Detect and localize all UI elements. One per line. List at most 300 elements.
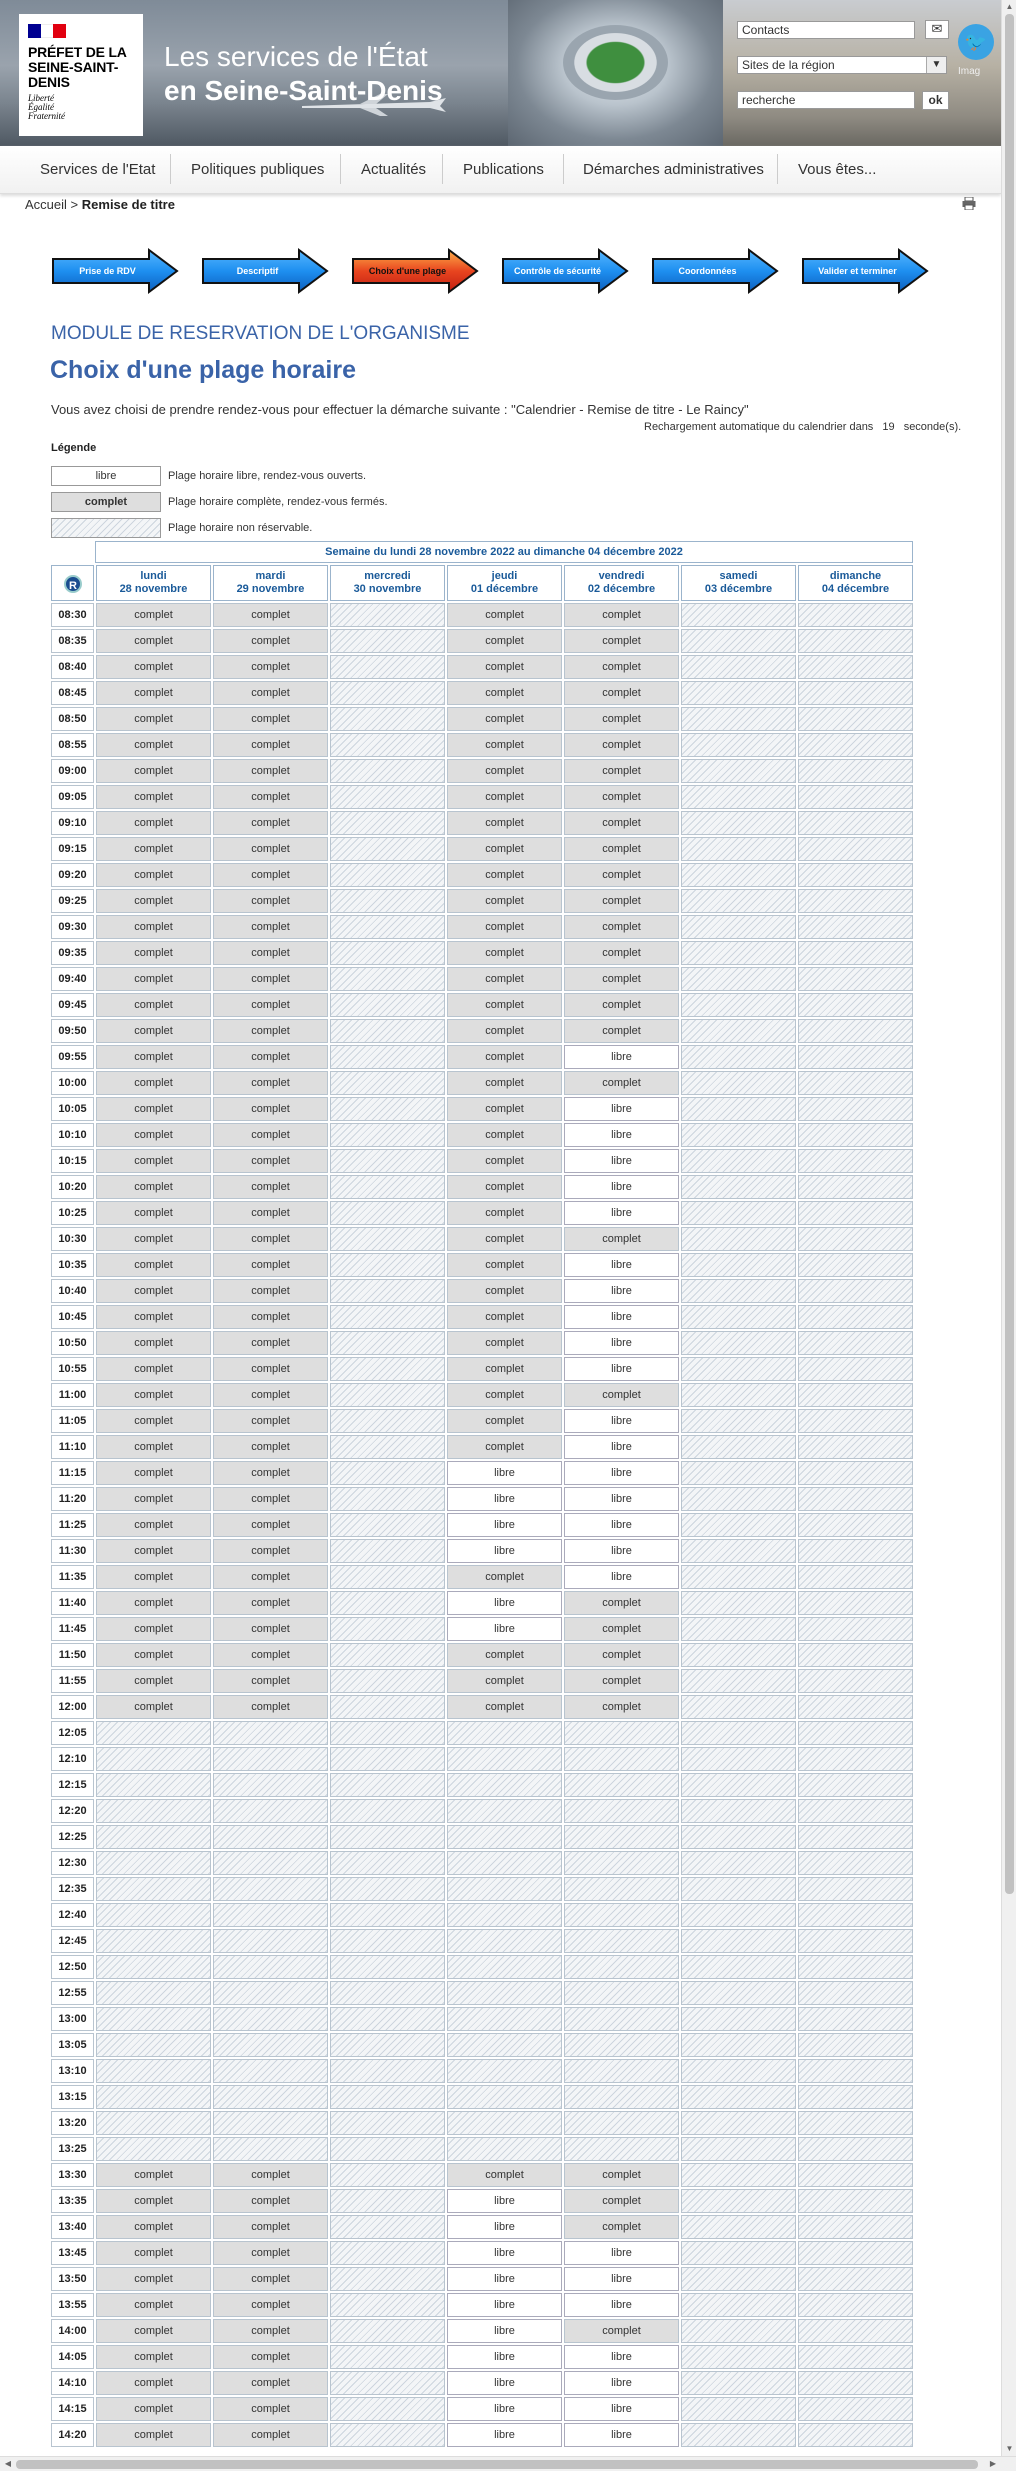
- time-label: 12:40: [51, 1903, 94, 1927]
- slot-non-reservable: [798, 603, 913, 627]
- slot-complet: complet: [96, 837, 211, 861]
- slot-libre[interactable]: libre: [564, 1279, 679, 1303]
- time-label: 12:05: [51, 1721, 94, 1745]
- scroll-down-icon[interactable]: ▼: [1005, 2444, 1014, 2453]
- time-slot-row: [51, 2007, 913, 2031]
- slot-non-reservable: [564, 2033, 679, 2057]
- mail-icon[interactable]: ✉: [925, 20, 949, 39]
- slot-complet: complet: [96, 1461, 211, 1485]
- time-label: 12:45: [51, 1929, 94, 1953]
- vertical-scrollbar[interactable]: [1001, 0, 1016, 2456]
- slot-complet: complet: [564, 889, 679, 913]
- slot-non-reservable: [798, 2137, 913, 2161]
- slot-non-reservable: [564, 1799, 679, 1823]
- slot-complet: complet: [213, 2241, 328, 2265]
- time-label: 10:25: [51, 1201, 94, 1225]
- slot-libre[interactable]: libre: [564, 1539, 679, 1563]
- reload-text-before: Rechargement automatique du calendrier dans: [644, 421, 874, 433]
- slot-non-reservable: [681, 1019, 796, 1043]
- slot-non-reservable: [213, 1929, 328, 1953]
- slot-libre[interactable]: libre: [447, 2319, 562, 2343]
- time-slot-row: [51, 1227, 913, 1251]
- slot-non-reservable: [96, 1929, 211, 1953]
- slot-libre[interactable]: libre: [564, 1461, 679, 1485]
- slot-non-reservable: [330, 1903, 445, 1927]
- slot-libre[interactable]: libre: [564, 1045, 679, 1069]
- print-icon[interactable]: [962, 197, 976, 210]
- day-name: mardi: [255, 570, 286, 582]
- time-slot-row: [51, 2137, 913, 2161]
- slot-complet: complet: [447, 2163, 562, 2187]
- slot-complet: complet: [564, 2163, 679, 2187]
- time-slot-row: [51, 2423, 913, 2447]
- slot-non-reservable: [330, 2267, 445, 2291]
- slot-non-reservable: [447, 1721, 562, 1745]
- nav-item-demarches[interactable]: Démarches administratives: [583, 161, 764, 178]
- slot-non-reservable: [447, 1747, 562, 1771]
- slot-non-reservable: [213, 2007, 328, 2031]
- time-slot-row: [51, 1097, 913, 1121]
- slot-non-reservable: [330, 1981, 445, 2005]
- step-label: Contrôle de sécurité: [513, 266, 602, 276]
- day-header: [798, 565, 913, 601]
- time-slot-row: [51, 603, 913, 627]
- time-slot-row: [51, 2215, 913, 2239]
- slot-non-reservable: [96, 2137, 211, 2161]
- time-label: 11:50: [51, 1643, 94, 1667]
- slot-non-reservable: [447, 2033, 562, 2057]
- step-coordonnees[interactable]: [651, 248, 779, 322]
- slot-complet: complet: [213, 629, 328, 653]
- slot-complet: complet: [96, 655, 211, 679]
- time-label: 11:25: [51, 1513, 94, 1537]
- time-label: 11:45: [51, 1617, 94, 1641]
- time-label: 12:20: [51, 1799, 94, 1823]
- time-slot-row: [51, 655, 913, 679]
- slot-non-reservable: [798, 1747, 913, 1771]
- slot-non-reservable: [798, 759, 913, 783]
- search-input[interactable]: recherche: [737, 91, 915, 109]
- slot-non-reservable: [681, 2111, 796, 2135]
- slot-complet: complet: [447, 759, 562, 783]
- slot-non-reservable: [330, 681, 445, 705]
- slot-complet: complet: [213, 915, 328, 939]
- slot-complet: complet: [213, 1175, 328, 1199]
- day-name: samedi: [719, 570, 758, 582]
- slot-non-reservable: [96, 2059, 211, 2083]
- devise-egalite: Égalité: [28, 102, 54, 112]
- slot-complet: complet: [447, 1357, 562, 1381]
- time-slot-row: [51, 967, 913, 991]
- day-header: [96, 565, 211, 601]
- slot-libre[interactable]: libre: [564, 1331, 679, 1355]
- slot-complet: complet: [96, 2371, 211, 2395]
- slot-non-reservable: [798, 681, 913, 705]
- slot-libre[interactable]: libre: [564, 2345, 679, 2369]
- slot-non-reservable: [330, 2163, 445, 2187]
- slot-non-reservable: [330, 1487, 445, 1511]
- time-slot-row: [51, 2397, 913, 2421]
- site-title-line2: en Seine-Saint-Denis: [164, 75, 443, 106]
- slot-non-reservable: [681, 2241, 796, 2265]
- slot-non-reservable: [798, 1591, 913, 1615]
- slot-non-reservable: [681, 941, 796, 965]
- slot-libre[interactable]: libre: [447, 1513, 562, 1537]
- slot-libre[interactable]: libre: [447, 2267, 562, 2291]
- slot-non-reservable: [330, 1097, 445, 1121]
- horizontal-scrollbar[interactable]: [0, 2456, 1016, 2471]
- slot-libre[interactable]: libre: [564, 2267, 679, 2291]
- time-slot-row: [51, 1409, 913, 1433]
- slot-complet: complet: [96, 1591, 211, 1615]
- slot-non-reservable: [330, 1695, 445, 1719]
- nav-separator: [170, 154, 171, 184]
- scroll-left-icon[interactable]: ◀: [4, 2459, 12, 2468]
- slot-non-reservable: [681, 2189, 796, 2213]
- time-label: 12:30: [51, 1851, 94, 1875]
- step-valider[interactable]: [801, 248, 929, 294]
- legend-box-libre: libre: [51, 466, 161, 486]
- nav-item-politiques[interactable]: Politiques publiques: [191, 161, 325, 178]
- slot-complet: complet: [96, 2241, 211, 2265]
- refresh-icon[interactable]: R: [64, 575, 82, 593]
- regional-sites-select[interactable]: [737, 56, 947, 74]
- slot-libre[interactable]: libre: [564, 1487, 679, 1511]
- slot-non-reservable: [681, 1461, 796, 1485]
- time-slot-row: [51, 681, 913, 705]
- slot-non-reservable: [681, 1903, 796, 1927]
- site-title[interactable]: [164, 40, 443, 108]
- slot-non-reservable: [447, 1955, 562, 1979]
- slot-non-reservable: [447, 2137, 562, 2161]
- slot-non-reservable: [330, 785, 445, 809]
- slot-non-reservable: [798, 1721, 913, 1745]
- time-slot-row: [51, 1357, 913, 1381]
- slot-libre[interactable]: libre: [564, 1357, 679, 1381]
- slot-non-reservable: [681, 1123, 796, 1147]
- slot-non-reservable: [681, 1747, 796, 1771]
- slot-non-reservable: [564, 1747, 679, 1771]
- slot-non-reservable: [330, 2007, 445, 2031]
- slot-libre[interactable]: libre: [564, 1097, 679, 1121]
- contacts-select[interactable]: Contacts: [737, 21, 915, 39]
- slot-non-reservable: [681, 993, 796, 1017]
- time-slot-row: [51, 1149, 913, 1173]
- slot-non-reservable: [681, 1955, 796, 1979]
- step-descriptif[interactable]: [201, 248, 329, 294]
- slot-libre[interactable]: libre: [447, 1461, 562, 1485]
- chevron-down-icon[interactable]: ▼: [926, 57, 946, 73]
- step-choix-plage[interactable]: [351, 248, 479, 294]
- time-label: 13:05: [51, 2033, 94, 2057]
- slot-complet: complet: [447, 1331, 562, 1355]
- slot-libre[interactable]: libre: [447, 1591, 562, 1615]
- slot-complet: complet: [213, 2215, 328, 2239]
- slot-libre[interactable]: libre: [447, 1487, 562, 1511]
- nav-item-publications[interactable]: Publications: [463, 161, 544, 178]
- logo-devise: [28, 94, 134, 121]
- step-prise-de-rdv[interactable]: [51, 248, 179, 294]
- slot-non-reservable: [798, 1019, 913, 1043]
- time-label: 11:55: [51, 1669, 94, 1693]
- slot-complet: complet: [96, 603, 211, 627]
- time-slot-row: [51, 707, 913, 731]
- french-flag-icon: [28, 24, 66, 38]
- slot-libre[interactable]: libre: [564, 1435, 679, 1459]
- slot-non-reservable: [681, 2397, 796, 2421]
- time-label: 09:40: [51, 967, 94, 991]
- slot-libre[interactable]: libre: [564, 1305, 679, 1329]
- time-slot-row: [51, 1461, 913, 1485]
- slot-non-reservable: [798, 1409, 913, 1433]
- search-ok-button[interactable]: ok: [922, 91, 949, 110]
- slot-libre[interactable]: libre: [447, 2293, 562, 2317]
- slot-complet: complet: [96, 941, 211, 965]
- twitter-icon[interactable]: 🐦: [958, 24, 994, 60]
- slot-complet: complet: [213, 733, 328, 757]
- slot-non-reservable: [564, 1721, 679, 1745]
- time-slot-row: [51, 993, 913, 1017]
- legend-box-complet: complet: [51, 492, 161, 512]
- step-controle-securite[interactable]: [501, 248, 629, 294]
- slot-non-reservable: [798, 2397, 913, 2421]
- time-slot-row: [51, 1643, 913, 1667]
- slot-non-reservable: [798, 1435, 913, 1459]
- slot-non-reservable: [681, 1799, 796, 1823]
- slot-complet: complet: [213, 811, 328, 835]
- time-slot-row: [51, 1747, 913, 1771]
- time-label: 11:35: [51, 1565, 94, 1589]
- slot-non-reservable: [96, 1773, 211, 1797]
- time-slot-row: [51, 1201, 913, 1225]
- slot-non-reservable: [213, 1981, 328, 2005]
- slot-non-reservable: [681, 1539, 796, 1563]
- breadcrumb: [25, 197, 175, 212]
- slot-complet: complet: [447, 1435, 562, 1459]
- slot-non-reservable: [330, 1149, 445, 1173]
- slot-non-reservable: [798, 2371, 913, 2395]
- slot-non-reservable: [213, 1721, 328, 1745]
- slot-non-reservable: [681, 603, 796, 627]
- time-label: 08:35: [51, 629, 94, 653]
- scrollbar-thumb[interactable]: [16, 2460, 978, 2469]
- slot-non-reservable: [330, 1071, 445, 1095]
- slot-non-reservable: [96, 1955, 211, 1979]
- time-label: 14:05: [51, 2345, 94, 2369]
- slot-non-reservable: [330, 2189, 445, 2213]
- slot-non-reservable: [330, 1227, 445, 1251]
- slot-libre[interactable]: libre: [564, 2293, 679, 2317]
- slot-complet: complet: [564, 733, 679, 757]
- slot-complet: complet: [96, 759, 211, 783]
- slot-non-reservable: [213, 1903, 328, 1927]
- scroll-right-icon[interactable]: ▶: [989, 2459, 997, 2468]
- slot-complet: complet: [447, 707, 562, 731]
- slot-non-reservable: [798, 2241, 913, 2265]
- day-date: 28 novembre: [119, 583, 188, 595]
- breadcrumb-home-link[interactable]: Accueil: [25, 197, 67, 212]
- slot-non-reservable: [447, 1981, 562, 2005]
- slot-complet: complet: [564, 915, 679, 939]
- slot-non-reservable: [330, 1175, 445, 1199]
- slot-complet: complet: [213, 1487, 328, 1511]
- time-label: 10:55: [51, 1357, 94, 1381]
- slot-non-reservable: [330, 1513, 445, 1537]
- module-title: MODULE DE RESERVATION DE L'ORGANISME: [51, 323, 470, 344]
- slot-non-reservable: [681, 1695, 796, 1719]
- step-label: Coordonnées personnelles: [678, 266, 737, 322]
- slot-non-reservable: [330, 733, 445, 757]
- nav-item-services[interactable]: Services de l'Etat: [40, 161, 156, 178]
- time-slot-row: [51, 629, 913, 653]
- slot-non-reservable: [681, 2007, 796, 2031]
- slot-non-reservable: [681, 2059, 796, 2083]
- slot-non-reservable: [798, 1773, 913, 1797]
- slot-non-reservable: [798, 1903, 913, 1927]
- slot-non-reservable: [798, 2319, 913, 2343]
- slot-complet: complet: [564, 1643, 679, 1667]
- slot-libre[interactable]: libre: [447, 2241, 562, 2265]
- slot-complet: complet: [96, 2345, 211, 2369]
- slot-libre[interactable]: libre: [447, 1617, 562, 1641]
- slot-non-reservable: [798, 655, 913, 679]
- slot-non-reservable: [330, 1825, 445, 1849]
- time-label: 12:55: [51, 1981, 94, 2005]
- slot-non-reservable: [798, 2345, 913, 2369]
- slot-non-reservable: [564, 1981, 679, 2005]
- slot-non-reservable: [564, 1851, 679, 1875]
- time-slot-row: [51, 1331, 913, 1355]
- slot-libre[interactable]: libre: [564, 1149, 679, 1173]
- slot-non-reservable: [330, 1643, 445, 1667]
- slot-libre[interactable]: libre: [564, 2241, 679, 2265]
- slot-non-reservable: [330, 2111, 445, 2135]
- slot-non-reservable: [681, 1981, 796, 2005]
- slot-libre[interactable]: libre: [564, 1565, 679, 1589]
- time-label: 13:45: [51, 2241, 94, 2265]
- slot-complet: complet: [564, 837, 679, 861]
- slot-non-reservable: [330, 2345, 445, 2369]
- slot-complet: complet: [564, 2189, 679, 2213]
- slot-non-reservable: [330, 2423, 445, 2447]
- day-date: 01 décembre: [470, 583, 539, 595]
- slot-non-reservable: [96, 2111, 211, 2135]
- slot-libre[interactable]: libre: [447, 2397, 562, 2421]
- slot-complet: complet: [447, 1279, 562, 1303]
- slot-complet: complet: [96, 2163, 211, 2187]
- time-slot-row: [51, 1513, 913, 1537]
- time-slot-row: [51, 1669, 913, 1693]
- time-label: 10:00: [51, 1071, 94, 1095]
- step-label: Choix d'une plage: [368, 266, 447, 276]
- slot-non-reservable: [798, 1071, 913, 1095]
- slot-complet: complet: [213, 1695, 328, 1719]
- time-slot-row: [51, 811, 913, 835]
- reload-text-after: seconde(s).: [903, 421, 962, 433]
- slot-libre[interactable]: libre: [447, 2345, 562, 2369]
- slot-non-reservable: [798, 967, 913, 991]
- slot-complet: complet: [96, 1695, 211, 1719]
- slot-complet: complet: [447, 863, 562, 887]
- slot-libre[interactable]: libre: [564, 1409, 679, 1433]
- slot-libre[interactable]: libre: [564, 2423, 679, 2447]
- slot-non-reservable: [798, 1357, 913, 1381]
- slot-non-reservable: [96, 1721, 211, 1745]
- slot-non-reservable: [564, 1929, 679, 1953]
- slot-libre[interactable]: libre: [447, 2371, 562, 2395]
- slot-non-reservable: [330, 1929, 445, 1953]
- day-date: 29 novembre: [236, 583, 305, 595]
- slot-libre[interactable]: libre: [564, 1513, 679, 1537]
- slot-libre[interactable]: libre: [564, 2371, 679, 2395]
- time-slot-row: [51, 2319, 913, 2343]
- slot-libre[interactable]: libre: [447, 2215, 562, 2239]
- slot-libre[interactable]: libre: [447, 2423, 562, 2447]
- slot-non-reservable: [798, 1331, 913, 1355]
- nav-item-actualites[interactable]: Actualités: [361, 161, 427, 178]
- slot-libre[interactable]: libre: [447, 1539, 562, 1563]
- day-header: [564, 565, 679, 601]
- step-label: Valider et terminer: [818, 266, 897, 276]
- slot-complet: complet: [213, 2267, 328, 2291]
- slot-non-reservable: [681, 889, 796, 913]
- time-slot-row: [51, 2293, 913, 2317]
- slot-complet: complet: [213, 1227, 328, 1251]
- scroll-up-icon[interactable]: ▲: [1005, 2, 1014, 11]
- slot-complet: complet: [213, 2293, 328, 2317]
- time-label: 10:10: [51, 1123, 94, 1147]
- slot-non-reservable: [798, 2215, 913, 2239]
- time-slot-row: [51, 1617, 913, 1641]
- slot-non-reservable: [330, 1045, 445, 1069]
- main-navigation: [0, 146, 1001, 194]
- slot-non-reservable: [798, 1201, 913, 1225]
- slot-libre[interactable]: libre: [564, 1123, 679, 1147]
- slot-complet: complet: [96, 1097, 211, 1121]
- slot-non-reservable: [330, 1565, 445, 1589]
- slot-non-reservable: [681, 837, 796, 861]
- slot-libre[interactable]: libre: [564, 1253, 679, 1277]
- time-label: 13:20: [51, 2111, 94, 2135]
- slot-non-reservable: [681, 1877, 796, 1901]
- prefet-logo[interactable]: [19, 14, 143, 136]
- slot-non-reservable: [96, 2033, 211, 2057]
- slot-libre[interactable]: libre: [564, 2397, 679, 2421]
- time-label: 10:30: [51, 1227, 94, 1251]
- slot-non-reservable: [798, 2293, 913, 2317]
- slot-libre[interactable]: libre: [447, 2189, 562, 2213]
- scrollbar-thumb[interactable]: [1005, 14, 1014, 1894]
- slot-complet: complet: [564, 1617, 679, 1641]
- slot-complet: complet: [564, 707, 679, 731]
- slot-libre[interactable]: libre: [564, 1175, 679, 1199]
- nav-item-vous-etes[interactable]: Vous êtes...: [798, 161, 877, 178]
- slot-non-reservable: [96, 2085, 211, 2109]
- time-label: 10:45: [51, 1305, 94, 1329]
- slot-non-reservable: [330, 1617, 445, 1641]
- slot-complet: complet: [96, 733, 211, 757]
- slot-complet: complet: [447, 1565, 562, 1589]
- slot-complet: complet: [564, 759, 679, 783]
- slot-non-reservable: [798, 1825, 913, 1849]
- slot-complet: complet: [564, 629, 679, 653]
- slot-non-reservable: [564, 1825, 679, 1849]
- slot-libre[interactable]: libre: [564, 1201, 679, 1225]
- slot-complet: complet: [96, 1071, 211, 1095]
- time-label: 10:20: [51, 1175, 94, 1199]
- day-date: 02 décembre: [587, 583, 656, 595]
- slot-complet: complet: [213, 1071, 328, 1095]
